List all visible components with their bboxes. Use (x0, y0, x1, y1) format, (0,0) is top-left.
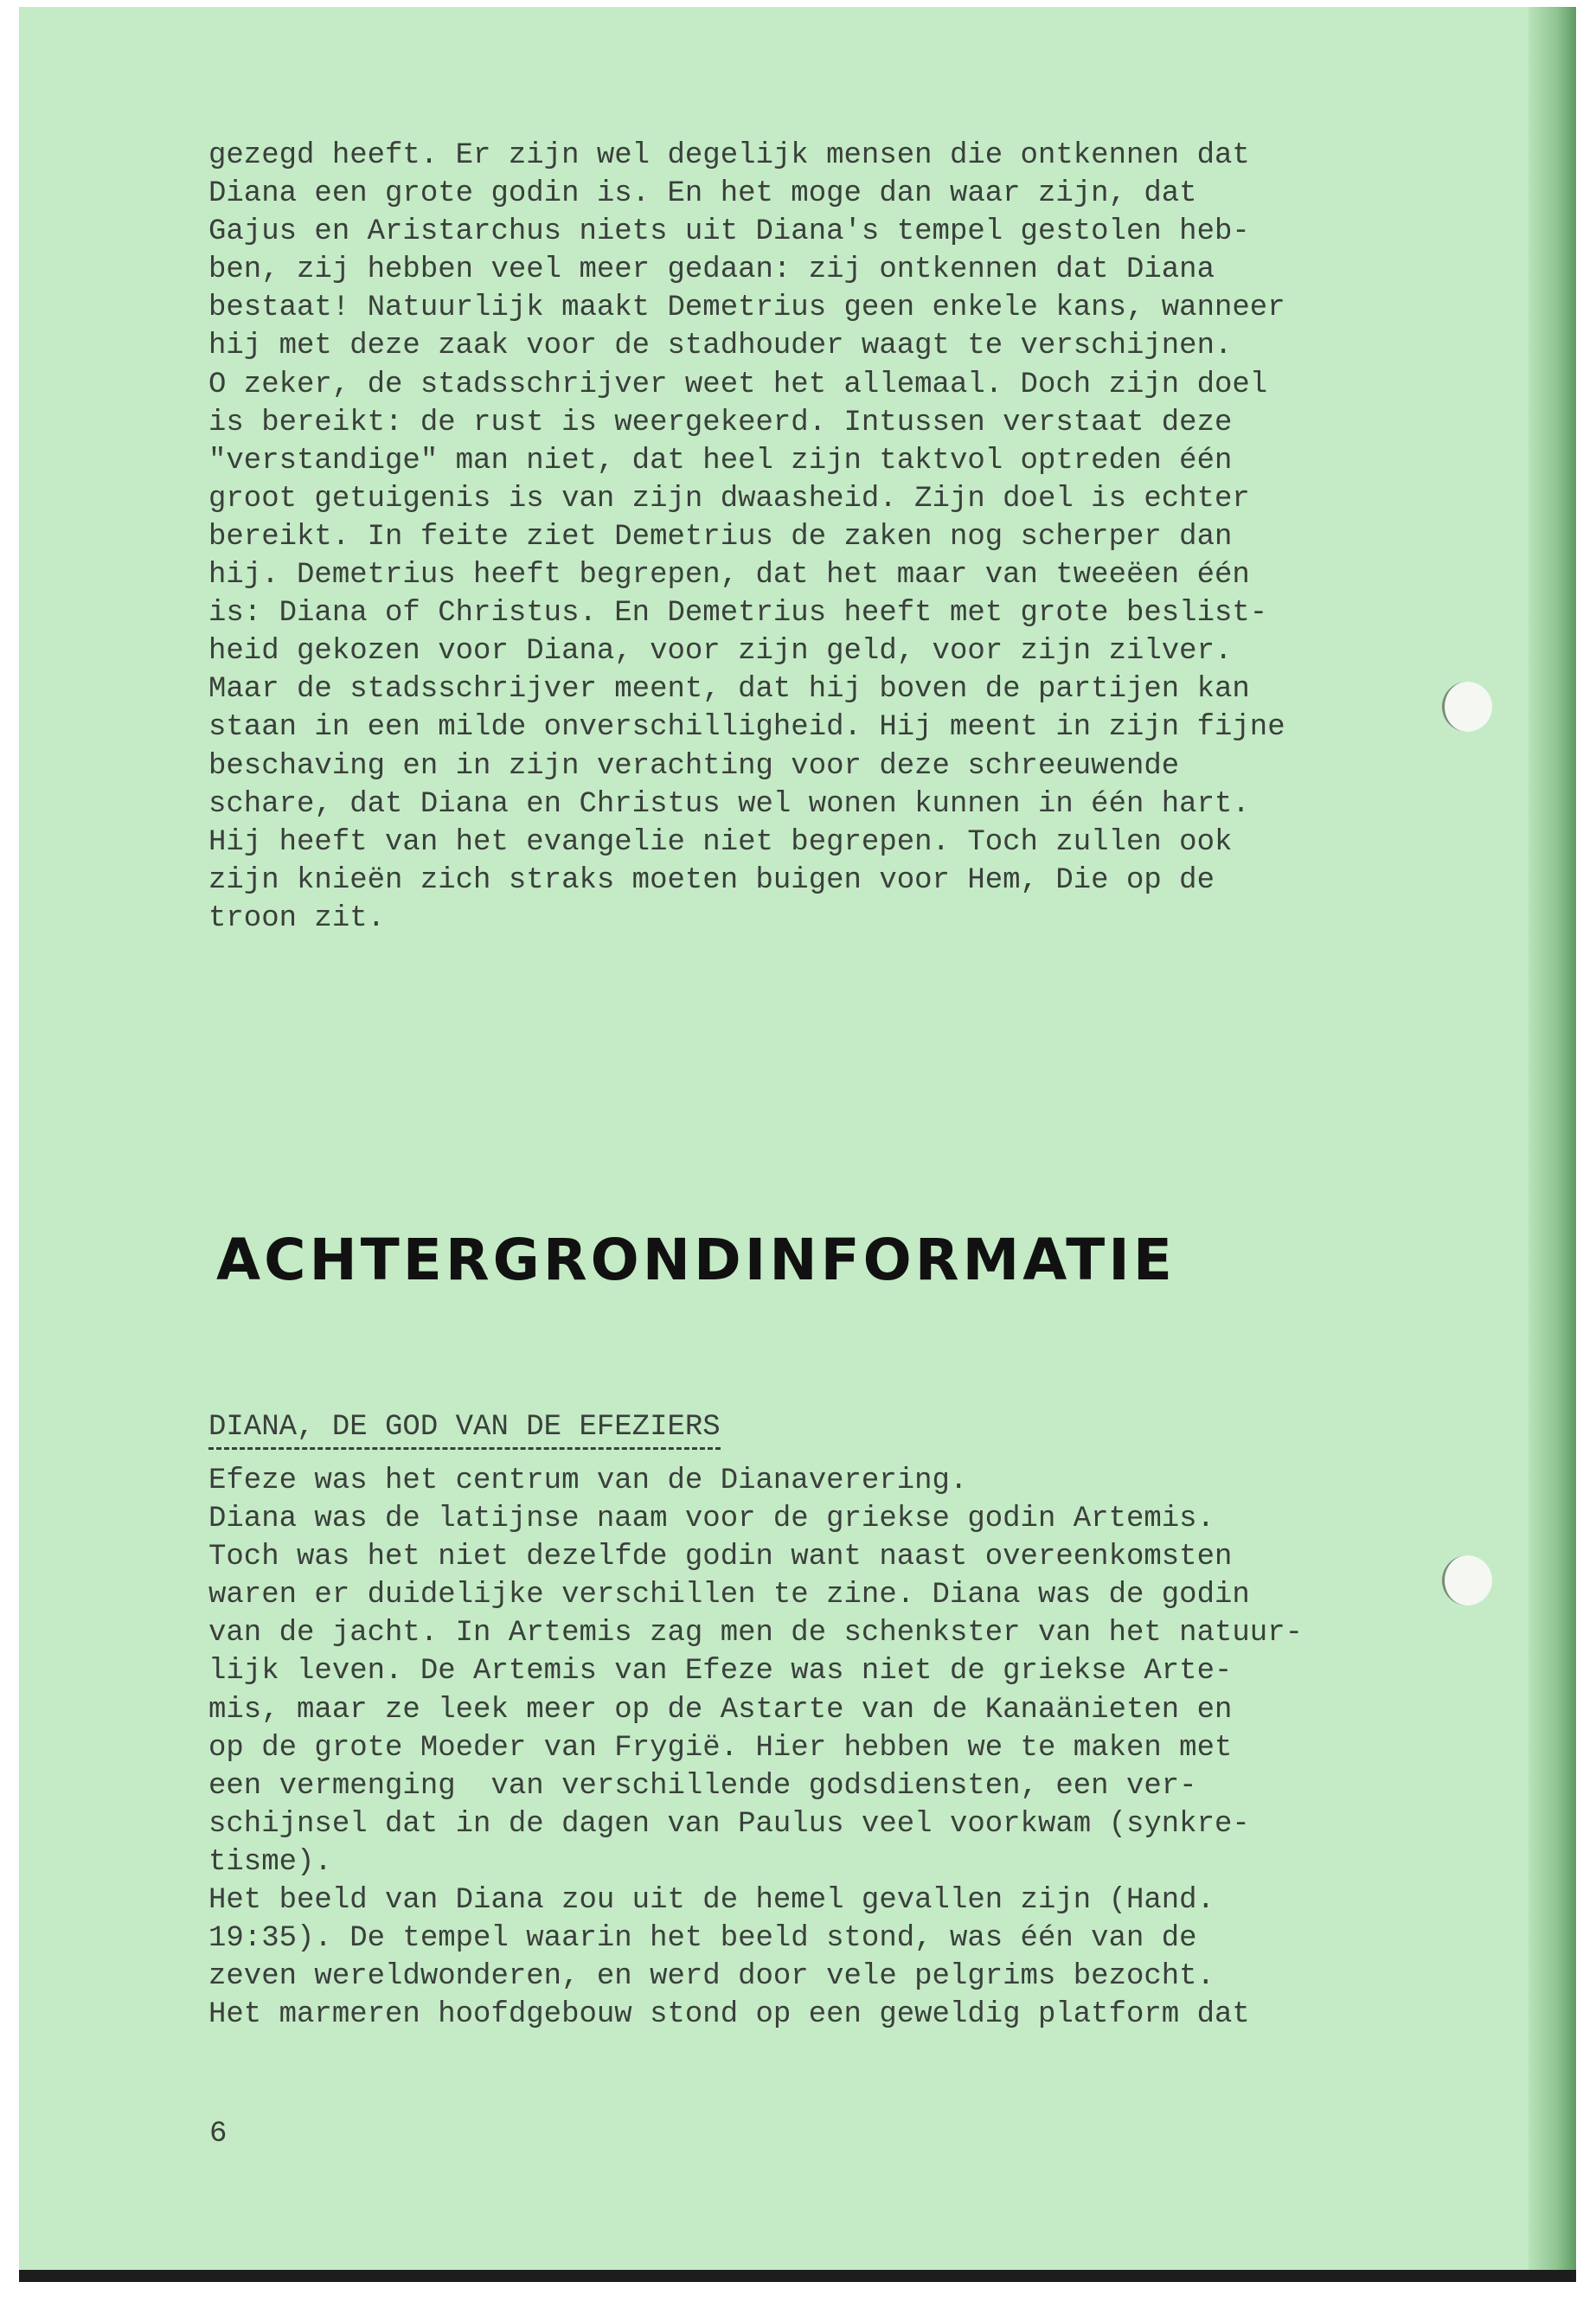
page-edge-shadow (1529, 7, 1576, 2282)
document-page (19, 7, 1576, 2282)
bottom-edge-bar (19, 2270, 1576, 2282)
page-number: 6 (209, 2118, 228, 2150)
body-text-bottom: Efeze was het centrum van de Dianaverering. Diana was de latijnse naam voor de griekse godin Artemis. Toch was het niet dezelfde godin want naast overeenkomsten waren er duidelijke verschillen te zine. Diana was de godin van de jacht. In Artemis zag men de schenkster van het natuur- lijk leven. De Artemis van Efeze was niet de griekse Arte- mis, maar ze leek meer op de Astarte van de Kanaänieten en op de grote Moeder van Frygië. Hier hebben we te maken met een vermenging van verschillende godsdiensten, een ver- schijnsel dat in de dagen van Paulus veel voorkwam (synkre- tisme). Het beeld van Diana zou uit de hemel gevallen zijn (Hand. 19:35). De tempel waarin het beeld stond, was één van de zeven wereldwonderen, en werd door vele pelgrims bezocht. Het marmeren hoofdgebouw stond op een geweldig platform dat (208, 1465, 1304, 2032)
body-text-top: gezegd heeft. Er zijn wel degelijk mensen die ontkennen dat Diana een grote godin is. En het moge dan waar zijn, dat Gajus en Aristarchus niets uit Diana's tempel gestolen heb- ben, zij hebben veel meer gedaan: zij ontkennen dat Diana bestaat! Natuurlijk maakt Demetrius geen enkele kans, wanneer hij met deze zaak voor de stadhouder waagt te verschijnen. O zeker, de stadsschrijver weet het allemaal. Doch zijn doel is bereikt: de rust is weergekeerd. Intussen verstaat deze "verstandige" man niet, dat heel zijn taktvol optreden één groot getuigenis is van zijn dwaasheid. Zijn doel is echter bereikt. In feite ziet Demetrius de zaken nog scherper dan hij. Demetrius heeft begrepen, dat het maar van tweeëen één is: Diana of Christus. En Demetrius heeft met grote beslist- heid gekozen voor Diana, voor zijn geld, voor zijn zilver. Maar de stadsschrijver meent, dat hij boven de partijen kan staan in een milde onverschilligheid. Hij meent in zijn fijne beschaving en in zijn verachting voor deze schreeuwende schare, dat Diana en Christus wel wonen kunnen in één hart. Hij heeft van het evangelie niet begrepen. Toch zullen ook zijn knieën zich straks moeten buigen voor Hem, Die op de troon zit. (208, 139, 1285, 935)
section-heading: ACHTERGRONDINFORMATIE (216, 1227, 1176, 1293)
subsection-heading: DIANA, DE GOD VAN DE EFEZIERS (208, 1408, 721, 1450)
